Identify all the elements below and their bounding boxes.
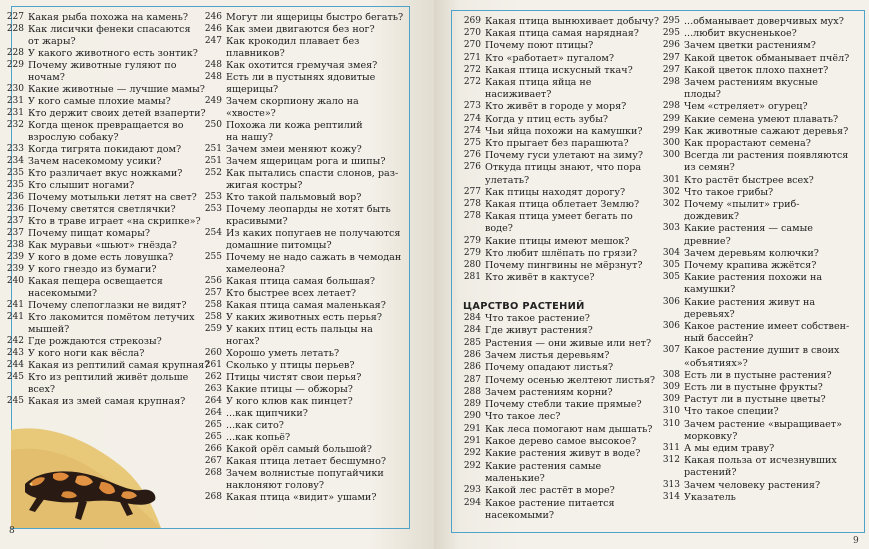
toc-page-number: 245 <box>6 396 24 406</box>
toc-question: Как леса помогают нам дышать? <box>485 423 653 435</box>
toc-question: Чьи яйца похожи на камушки? <box>485 125 643 137</box>
toc-question: Зачем волнистые попугайчики <box>226 468 384 479</box>
toc-page-number: 305 <box>662 272 680 283</box>
toc-page-number: 281 <box>463 272 481 283</box>
toc-page-number: 308 <box>662 369 680 380</box>
toc-question: Когда щенок превращается во <box>28 120 184 131</box>
toc-page-number: 265 <box>204 420 222 430</box>
toc-question: Какая птица яйца не <box>485 77 592 88</box>
toc-question: «объятиях»? <box>684 357 748 369</box>
toc-page-number: 266 <box>204 444 222 454</box>
toc-question: ...любит вкусненькое? <box>684 28 797 40</box>
toc-page-number: 273 <box>463 101 481 112</box>
toc-question: Зачем насекомому усики? <box>28 156 162 167</box>
toc-question: воде? <box>485 223 513 235</box>
toc-question: домашние питомцы? <box>226 240 332 251</box>
toc-page-number: 237 <box>6 228 24 238</box>
toc-question: маленькие? <box>485 472 545 484</box>
toc-question: Птицы чистят свои перья? <box>226 372 362 383</box>
toc-question: Зачем ящерицам рога и шипы? <box>226 156 386 167</box>
toc-question: ящерицы? <box>226 84 279 95</box>
toc-question: Из каких попугаев не получаются <box>226 228 401 239</box>
toc-question: морковку? <box>684 430 738 442</box>
toc-question: Какая из змей самая крупная? <box>28 396 186 407</box>
toc-page-number: 290 <box>463 411 481 422</box>
toc-page-number: 293 <box>463 485 481 496</box>
toc-page-number: 267 <box>204 456 222 466</box>
toc-question: А мы едим траву? <box>684 443 775 454</box>
toc-question: ...как сито? <box>226 420 284 431</box>
toc-question: Кто лакомится помётом летучих <box>28 312 195 323</box>
toc-question: Чем «стреляет» огурец? <box>684 101 808 113</box>
toc-page-number: 277 <box>463 186 481 197</box>
toc-page-number: 252 <box>204 168 222 178</box>
toc-page-number: 264 <box>204 408 222 418</box>
toc-page-number: 297 <box>662 64 680 75</box>
toc-question: Какой цветок обманывает пчёл? <box>684 52 850 64</box>
toc-page-number: 291 <box>463 436 481 446</box>
toc-page-number: 306 <box>662 296 680 307</box>
toc-question: древние? <box>684 235 731 247</box>
toc-question: Как прорастают семена? <box>684 138 811 149</box>
toc-question: плавников? <box>226 48 285 59</box>
toc-page-number: 295 <box>662 16 680 26</box>
toc-question: Какое дерево самое высокое? <box>485 436 637 447</box>
toc-page-number: 270 <box>463 28 481 39</box>
toc-question: Зачем человеку растения? <box>684 479 821 491</box>
toc-question: У кого самые плохие мамы? <box>28 96 171 107</box>
toc-page-number: 228 <box>6 24 24 34</box>
toc-page-number: 299 <box>662 113 680 124</box>
toc-page-number: 248 <box>204 60 222 70</box>
toc-question: Кто такой пальмовый вор? <box>226 192 362 203</box>
toc-question: ночам? <box>28 72 65 83</box>
toc-question: Почему гуси улетают на зиму? <box>485 150 644 162</box>
toc-page-number: 272 <box>463 64 481 75</box>
toc-question: Какая из рептилий самая крупная? <box>28 360 210 371</box>
toc-page-number: 287 <box>463 374 481 385</box>
toc-page-number: 233 <box>6 144 24 154</box>
toc-question: Какие растения самые <box>485 460 602 472</box>
toc-page-number: 229 <box>6 60 24 70</box>
toc-question: Что такое растение? <box>485 313 590 324</box>
toc-page-number: 301 <box>662 174 680 185</box>
toc-question: Какая польза от исчезнувших <box>684 455 837 467</box>
toc-question: Как пытались спасти слонов, раз- <box>226 168 399 179</box>
toc-question: Почему осенью желтеют листья? <box>485 374 656 386</box>
toc-page-number: 265 <box>204 432 222 442</box>
toc-question: ногах? <box>226 336 260 347</box>
toc-question: Почему животные гуляют по <box>28 60 177 71</box>
toc-question: Кто живёт в городе у моря? <box>485 101 627 113</box>
toc-question: Как птицы находят дорогу? <box>485 186 626 198</box>
toc-page-number: 276 <box>463 150 481 161</box>
toc-page-number: 236 <box>6 192 24 202</box>
toc-question: Какие растения похожи на <box>684 272 823 284</box>
toc-question: Откуда птицы знают, что пора <box>485 162 642 174</box>
toc-question: Какая птица самая нарядная? <box>485 28 639 40</box>
toc-page-number: 292 <box>463 448 481 459</box>
toc-question: Какие растения живут в воде? <box>485 448 641 460</box>
toc-page-number: 237 <box>6 216 24 226</box>
toc-question: камушки? <box>684 284 736 296</box>
toc-page-number: 279 <box>463 235 481 246</box>
toc-page-number: 231 <box>6 108 24 118</box>
toc-page-number: 292 <box>463 460 481 471</box>
toc-page-number: 258 <box>204 312 222 322</box>
toc-question: насекомыми? <box>28 288 98 299</box>
toc-page-number: 298 <box>662 101 680 112</box>
toc-page-number: 235 <box>6 180 24 190</box>
toc-question: Какой цветок плохо пахнет? <box>684 64 829 76</box>
toc-page-number: 251 <box>204 144 222 154</box>
toc-page-number: 284 <box>463 313 481 323</box>
toc-page-number: 261 <box>204 360 222 370</box>
toc-page-number: 249 <box>204 96 222 106</box>
toc-question: жигая костры? <box>226 180 303 191</box>
toc-question: Какое растение питается <box>485 497 615 509</box>
toc-question: Какая птица искусный ткач? <box>485 64 633 76</box>
toc-page-number: 236 <box>6 204 24 214</box>
toc-question: Как лисички фенеки спасаются <box>28 24 191 35</box>
toc-page-number: 278 <box>463 211 481 222</box>
toc-question: Похожа ли кожа рептилий <box>226 120 363 131</box>
toc-page-number: 242 <box>6 336 24 346</box>
toc-question: У кого гнездо из бумаги? <box>28 264 157 275</box>
toc-page-number: 303 <box>662 223 680 234</box>
toc-question: ный бассейн? <box>684 333 754 345</box>
toc-question: Какие растения живут на <box>684 296 816 308</box>
toc-question: Какая птица умеет бегать по <box>485 211 633 223</box>
toc-question: Кто любит шлёпать по грязи? <box>485 247 638 259</box>
toc-page-number: 305 <box>662 260 680 270</box>
toc-page-number: 228 <box>6 48 24 58</box>
toc-question: Какая птица вынюхивает добычу? <box>485 16 659 27</box>
toc-question: Кто растёт быстрее всех? <box>684 174 814 186</box>
toc-question: дождевик? <box>684 211 740 223</box>
toc-question: Как крокодил плавает без <box>226 36 360 47</box>
toc-question: мышей? <box>28 324 70 335</box>
toc-question: Кто быстрее всех летает? <box>226 288 357 299</box>
toc-page-number: 279 <box>463 247 481 258</box>
toc-page-number: 246 <box>204 12 222 22</box>
toc-question: Где живут растения? <box>485 325 593 337</box>
toc-page-number: 238 <box>6 240 24 250</box>
toc-page-number: 275 <box>463 138 481 148</box>
toc-question: Какие семена умеют плавать? <box>684 113 839 125</box>
toc-question: всех? <box>28 384 56 395</box>
toc-page-number: 272 <box>463 77 481 87</box>
toc-page-number: 270 <box>463 40 481 51</box>
toc-question: Где рождаются стрекозы? <box>28 336 162 347</box>
toc-question: Какая птица самая большая? <box>226 276 376 287</box>
toc-page-number: 264 <box>204 396 222 406</box>
toc-question: Почему пингвины не мёрзнут? <box>485 260 643 271</box>
toc-question: Кто «работает» пугалом? <box>485 52 615 64</box>
toc-question: Какая птица облетает Землю? <box>485 199 640 210</box>
toc-page-number: 248 <box>204 72 222 82</box>
toc-page-number: 291 <box>463 423 481 434</box>
toc-question: Хорошо уметь летать? <box>226 348 340 359</box>
toc-page-number: 299 <box>662 125 680 136</box>
toc-question: Зачем растениям вкусные <box>684 77 818 88</box>
toc-question: Кто слышит ногами? <box>28 180 135 191</box>
toc-question: плоды? <box>684 89 721 101</box>
toc-question: Какое растение душит в своих <box>684 345 840 357</box>
toc-page-number: 258 <box>204 300 222 310</box>
toc-page-number: 256 <box>204 276 222 286</box>
toc-question: Когда у птиц есть зубы? <box>485 113 608 125</box>
toc-question: наклоняют голову? <box>226 480 324 491</box>
toc-question: насекомыми? <box>485 509 555 521</box>
toc-page-number: 309 <box>662 382 680 392</box>
toc-page-number: 245 <box>6 372 24 382</box>
toc-page-number: 311 <box>662 443 680 453</box>
toc-question: растений? <box>684 467 737 479</box>
toc-question: Какой орёл самый большой? <box>226 444 372 455</box>
toc-page-number: 259 <box>204 324 222 334</box>
toc-page-number: 286 <box>463 362 481 373</box>
toc-question: Зачем змеи меняют кожу? <box>226 144 362 155</box>
toc-question: Зачем скорпиону жало на <box>226 96 359 107</box>
toc-page-number: 250 <box>204 120 222 130</box>
toc-question: У кого ноги как вёсла? <box>28 348 145 359</box>
toc-question: Почему стебли такие прямые? <box>485 399 642 411</box>
toc-question: Как животные сажают деревья? <box>684 125 849 137</box>
toc-page-number: 309 <box>662 394 680 405</box>
toc-page-number: 240 <box>6 276 24 286</box>
toc-page-number: 304 <box>662 247 680 258</box>
toc-question: Почему леопарды не хотят быть <box>226 204 391 215</box>
toc-page-number: 251 <box>204 156 222 166</box>
toc-page-number: 306 <box>662 321 680 331</box>
right-page-number: 9 <box>853 536 859 546</box>
toc-question: Какие животные — лучшие мамы? <box>28 84 205 95</box>
toc-question: Кто прыгает без парашюта? <box>485 138 629 149</box>
toc-page-number: 227 <box>6 12 24 22</box>
toc-page-number: 286 <box>463 349 481 360</box>
toc-page-number: 300 <box>662 150 680 161</box>
toc-question: Как змеи двигаются без ног? <box>226 24 375 35</box>
toc-page-number: 268 <box>204 492 222 502</box>
toc-question: Какая пещера освещается <box>28 276 163 287</box>
toc-page-number: 288 <box>463 386 481 397</box>
toc-page-number: 268 <box>204 468 222 478</box>
toc-page-number: 300 <box>662 138 680 148</box>
toc-question: ...как щипчики? <box>226 408 308 419</box>
toc-page-number: 241 <box>6 312 24 322</box>
toc-question: от жары? <box>28 36 76 47</box>
toc-page-number: 247 <box>204 36 222 46</box>
toc-question: Растения — они живые или нет? <box>485 337 652 349</box>
toc-question: Что такое грибы? <box>684 186 774 198</box>
toc-page-number: 310 <box>662 406 680 417</box>
toc-page-number: 241 <box>6 300 24 310</box>
toc-question: Какое растение имеет собствен- <box>684 321 850 332</box>
toc-question: Как охотится гремучая змея? <box>226 60 378 71</box>
toc-question: Всегда ли растения появляются <box>684 150 849 162</box>
toc-question: Что такое лес? <box>485 411 561 423</box>
toc-question: насиживает? <box>485 89 552 101</box>
toc-question: из семян? <box>684 162 735 174</box>
toc-page-number: 314 <box>662 491 680 502</box>
toc-page-number: 280 <box>463 260 481 270</box>
toc-page-number: 235 <box>6 168 24 178</box>
toc-question: Какие птицы имеют мешок? <box>485 235 630 247</box>
toc-page-number: 302 <box>662 186 680 197</box>
toc-question: ...обманывает доверчивых мух? <box>684 16 844 27</box>
toc-page-number: 276 <box>463 162 481 173</box>
toc-page-number: 230 <box>6 84 24 94</box>
toc-question: Есть ли в пустыне растения? <box>684 369 832 381</box>
toc-page-number: 231 <box>6 96 24 106</box>
toc-page-number: 263 <box>204 384 222 394</box>
toc-page-number: 239 <box>6 264 24 274</box>
toc-question: Кто в траве играет «на скрипке»? <box>28 216 201 227</box>
toc-question: взрослую собаку? <box>28 132 119 143</box>
toc-question: Какая птица самая маленькая? <box>226 300 386 311</box>
toc-question: Когда тигрята покидают дом? <box>28 144 182 155</box>
toc-page-number: 255 <box>204 252 222 262</box>
toc-question: У какого животного есть зонтик? <box>28 48 198 59</box>
toc-question: Что такое специи? <box>684 406 779 418</box>
toc-page-number: 271 <box>463 52 481 63</box>
toc-question: Почему поют птицы? <box>485 40 594 52</box>
toc-page-number: 239 <box>6 252 24 262</box>
toc-page-number: 232 <box>6 120 24 130</box>
toc-page-number: 313 <box>662 479 680 490</box>
toc-question: «хвосте»? <box>226 108 276 119</box>
toc-question: Почему «пылит» гриб- <box>684 199 800 210</box>
toc-page-number: 289 <box>463 399 481 410</box>
toc-page-number: 296 <box>662 40 680 51</box>
toc-question: Кто из рептилий живёт дольше <box>28 372 189 383</box>
toc-question: хамелеона? <box>226 264 286 275</box>
toc-page-number: 234 <box>6 156 24 166</box>
section-heading: ЦАРСТВО РАСТЕНИЙ <box>463 301 585 312</box>
toc-question: У каких животных есть перья? <box>226 312 383 323</box>
toc-page-number: 278 <box>463 199 481 209</box>
toc-question: Как муравьи «шьют» гнёзда? <box>28 240 177 251</box>
toc-question: ...как копьё? <box>226 432 291 443</box>
toc-page-number: 253 <box>204 204 222 214</box>
toc-page-number: 307 <box>662 345 680 356</box>
toc-page-number: 274 <box>463 113 481 124</box>
toc-question: У кого в доме есть ловушка? <box>28 252 174 263</box>
toc-page-number: 243 <box>6 348 24 358</box>
toc-page-number: 253 <box>204 192 222 202</box>
toc-page-number: 254 <box>204 228 222 238</box>
toc-page-number: 274 <box>463 125 481 136</box>
toc-page-number: 260 <box>204 348 222 358</box>
toc-page-number: 257 <box>204 288 222 298</box>
toc-page-number: 269 <box>463 16 481 26</box>
toc-question: Почему светятся светлячки? <box>28 204 176 215</box>
toc-question: Какой лес растёт в море? <box>485 485 615 497</box>
toc-question: Почему пищат комары? <box>28 228 150 239</box>
toc-question: на нашу? <box>226 132 273 143</box>
toc-page-number: 298 <box>662 77 680 87</box>
lizard-illustration <box>11 420 161 528</box>
toc-page-number: 295 <box>662 28 680 39</box>
toc-question: Зачем деревьям колючки? <box>684 247 819 259</box>
toc-question: Какие растения — самые <box>684 223 813 235</box>
toc-question: Почему мотыльки летят на свет? <box>28 192 197 203</box>
toc-question: Зачем цветки растениям? <box>684 40 816 52</box>
toc-question: Почему слепоглазки не видят? <box>28 300 187 311</box>
toc-page-number: 310 <box>662 418 680 429</box>
toc-question: красивыми? <box>226 216 288 227</box>
toc-page-number: 244 <box>6 360 24 370</box>
toc-page-number: 297 <box>662 52 680 63</box>
toc-question: Зачем растение «выращивает» <box>684 418 843 430</box>
toc-question: Какая птица летает бесшумно? <box>226 456 386 467</box>
toc-page-number: 285 <box>463 337 481 348</box>
toc-question: Есть ли в пустыне фрукты? <box>684 382 823 393</box>
toc-page-number: 246 <box>204 24 222 34</box>
toc-question: Почему не надо сажать в чемодан <box>226 252 402 263</box>
toc-page-number: 284 <box>463 325 481 336</box>
toc-question: Какая рыба похожа на камень? <box>28 12 189 23</box>
toc-question: Сколько у птицы перьев? <box>226 360 355 371</box>
toc-question: Растут ли в пустыне цветы? <box>684 394 826 406</box>
toc-question: Почему опадают листья? <box>485 362 614 374</box>
toc-question: У кого клюв как пинцет? <box>226 396 353 407</box>
toc-page-number: 262 <box>204 372 222 382</box>
toc-question: Зачем листья деревьям? <box>485 349 610 361</box>
toc-question: Кто живёт в кактусе? <box>485 272 595 284</box>
toc-question: Какая птица «видит» ушами? <box>226 492 377 503</box>
left-page-number: 8 <box>9 526 15 536</box>
toc-question: Почему крапива жжётся? <box>684 260 817 271</box>
toc-page-number: 294 <box>463 497 481 508</box>
toc-question: Кто различает вкус ножками? <box>28 168 183 179</box>
toc-page-number: 302 <box>662 199 680 209</box>
toc-question: деревьях? <box>684 308 735 320</box>
toc-question: Кто держит своих детей взаперти? <box>28 108 206 119</box>
toc-page-number: 312 <box>662 455 680 466</box>
toc-question: Указатель <box>684 491 736 503</box>
toc-question: Есть ли в пустынях ядовитые <box>226 72 376 83</box>
toc-question: Могут ли ящерицы быстро бегать? <box>226 12 404 23</box>
toc-question: У каких птиц есть пальцы на <box>226 324 373 335</box>
toc-question: улетать? <box>485 174 530 186</box>
toc-question: Какие птицы — обжоры? <box>226 384 353 395</box>
toc-question: Зачем растениям корни? <box>485 386 613 398</box>
